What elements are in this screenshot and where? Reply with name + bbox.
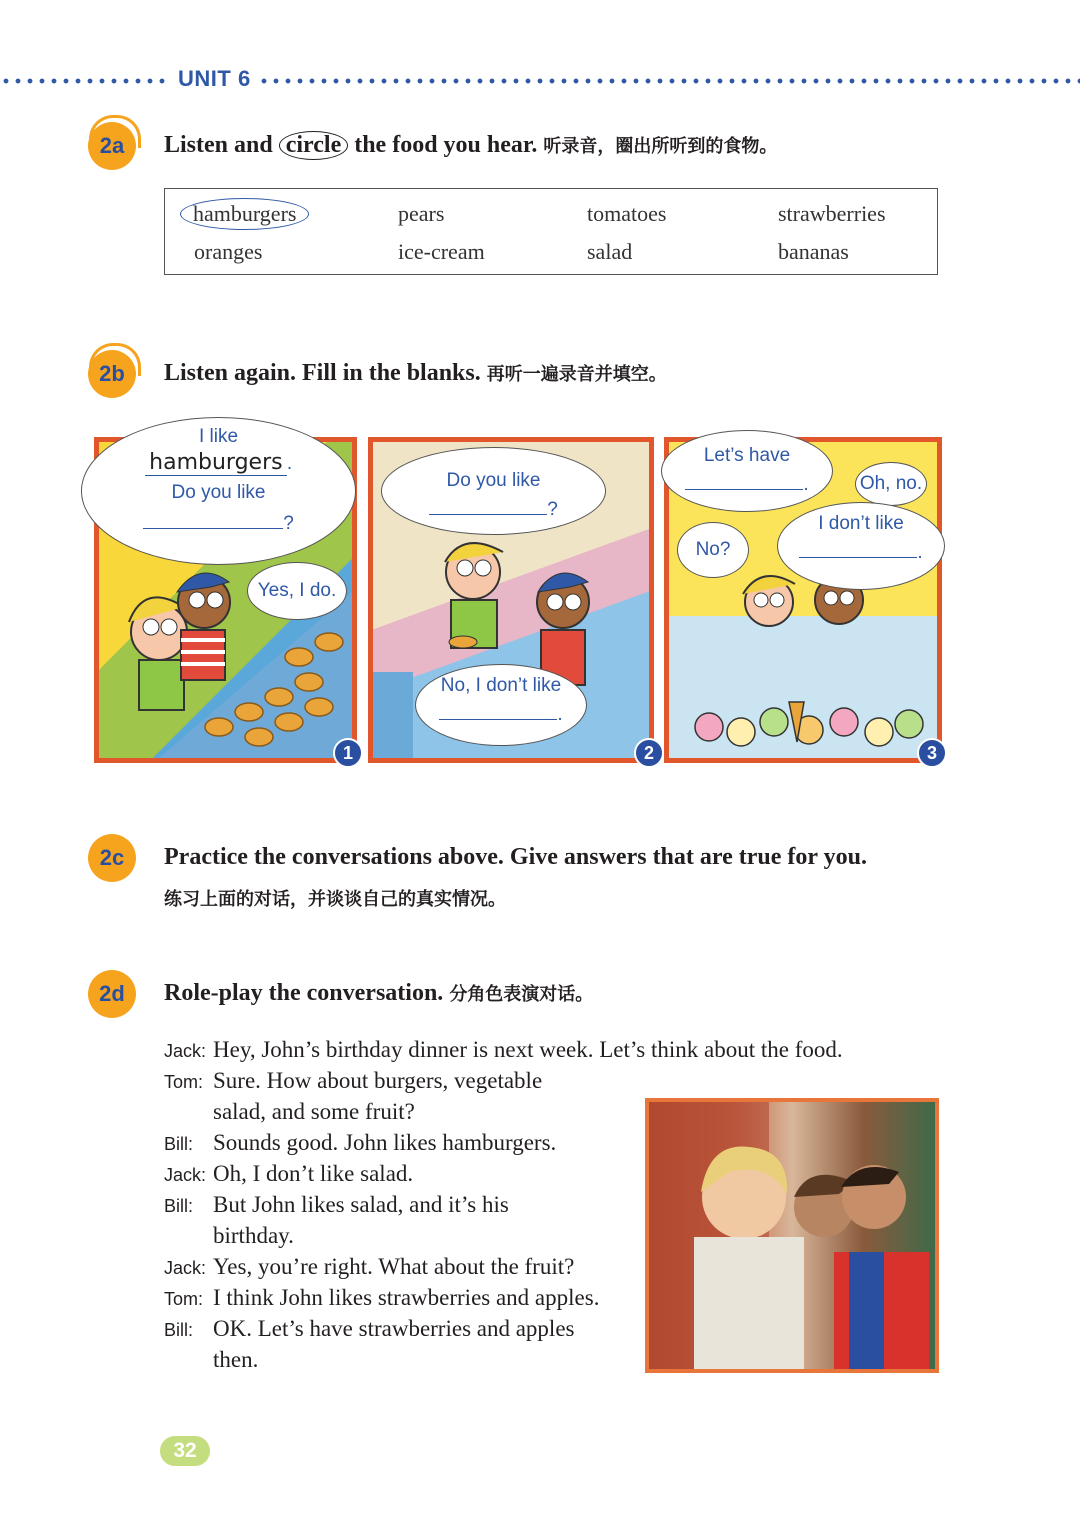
dialogue-line (164, 1285, 599, 1311)
heading-2a-post: the food you hear. (354, 132, 538, 158)
unit-label: UNIT 6 (178, 66, 251, 91)
heading-2d-cn: 分角色表演对话。 (449, 984, 594, 1004)
speech-bubble-2b (415, 664, 587, 746)
dialogue-continuation: salad, and some fruit? (213, 1099, 415, 1124)
section-2c-cn: 练习上面的对话，并谈谈自己的真实情况。 (164, 889, 506, 909)
dialogue-continuation: birthday. (213, 1223, 294, 1248)
food-word[interactable]: tomatoes (587, 201, 667, 226)
speaker: Bill: (164, 1134, 194, 1154)
speaker: Tom: (164, 1289, 204, 1309)
fill-in-blank[interactable] (143, 506, 283, 529)
badge-2b: 2b (88, 350, 136, 398)
bubble-2-q: ? (547, 499, 558, 520)
food-word[interactable]: pears (398, 201, 445, 226)
section-2d-heading (164, 980, 593, 1007)
dialogue-text: I think John likes strawberries and apples. (213, 1285, 600, 1310)
bubble-2-reply: No, I don’t like (440, 675, 562, 696)
speaker: Bill: (164, 1320, 194, 1340)
heading-2a-circle-word: circle (279, 131, 349, 160)
speech-bubble-no: No? (677, 522, 749, 578)
speech-bubble-ohno: Oh, no. (855, 462, 927, 506)
bubble-2-period: . (557, 704, 563, 725)
dialogue-text: But John likes salad, and it’s his (213, 1192, 509, 1217)
fill-in-blank[interactable] (429, 492, 547, 515)
badge-2d: 2d (88, 970, 136, 1018)
header-dots-left (0, 78, 168, 84)
food-word[interactable]: oranges (194, 239, 263, 264)
speech-bubble-2a (381, 447, 606, 535)
dialogue-text: OK. Let’s have strawberries and apples (213, 1316, 575, 1341)
dialogue-continuation: then. (213, 1347, 259, 1372)
boys-photo-illustration (649, 1102, 935, 1369)
heading-2b-cn: 再听一遍录音并填空。 (486, 364, 667, 384)
dialogue-line (164, 1037, 843, 1063)
heading-2a-pre: Listen and (164, 132, 273, 158)
dialogue-line (164, 1068, 542, 1094)
bubble-3-suggest: Let’s have (703, 445, 791, 466)
bubble-1-line2: Do you like (171, 482, 266, 503)
dialogue-text: Oh, I don’t like salad. (213, 1161, 414, 1186)
bubble-1-line1: I like (198, 426, 239, 447)
badge-2a: 2a (88, 122, 136, 170)
bubble-3-period: . (803, 474, 809, 495)
heading-2d-text: Role-play the conversation. (164, 980, 444, 1006)
panel-number-2: 2 (634, 738, 664, 768)
speaker: Jack: (164, 1041, 207, 1061)
dialogue-line (164, 1192, 509, 1218)
dialogue-text: Sure. How about burgers, vegetable (213, 1068, 543, 1093)
header-dots-right (258, 78, 1080, 84)
speaker: Jack: (164, 1258, 207, 1278)
fill-in-blank[interactable] (685, 467, 803, 490)
fill-in-blank[interactable] (439, 697, 557, 720)
bubble-3-dislike: I don’t like (818, 513, 904, 534)
boys-photo (645, 1098, 939, 1373)
panel-number-3: 3 (917, 738, 947, 768)
bubble-2-question: Do you like (446, 470, 541, 491)
panel-number-1: 1 (333, 738, 363, 768)
dialogue-line (164, 1316, 575, 1342)
heading-2a-cn: 听录音，圈出所听到的食物。 (543, 136, 778, 156)
speaker: Tom: (164, 1072, 204, 1092)
speaker: Bill: (164, 1196, 194, 1216)
food-word[interactable]: strawberries (778, 201, 886, 226)
heading-2b-text: Listen again. Fill in the blanks. (164, 360, 481, 386)
speech-bubble-yes: Yes, I do. (247, 562, 347, 620)
comic-panel-1 (94, 426, 357, 763)
comic-panel-2 (368, 437, 654, 763)
section-2c-heading: Practice the conversations above. Give answers that are true for you. (164, 844, 867, 870)
comic-panel-3 (664, 437, 942, 763)
speech-bubble-3a (661, 430, 833, 512)
page-number: 32 (160, 1436, 210, 1466)
food-word[interactable]: hamburgers (180, 198, 309, 230)
dialogue-line (164, 1254, 574, 1280)
speech-bubble-dislike (777, 502, 945, 590)
answer-hamburgers: hamburgers (145, 450, 287, 476)
food-word[interactable]: salad (587, 239, 633, 264)
dialogue-text: Yes, you’re right. What about the fruit? (213, 1254, 575, 1279)
bubble-1-q: ? (283, 513, 294, 534)
section-2b-heading (164, 360, 667, 387)
dialogue-text: Hey, John’s birthday dinner is next week. Let’s think about the food. (213, 1037, 843, 1062)
badge-2c: 2c (88, 834, 136, 882)
dialogue-line (164, 1161, 413, 1187)
speech-bubble-1: I like hamburgers . Do you like ? (81, 417, 356, 565)
food-word[interactable]: bananas (778, 239, 849, 264)
speaker: Jack: (164, 1165, 207, 1185)
dialogue-line (164, 1130, 556, 1156)
food-word[interactable]: ice-cream (398, 239, 485, 264)
section-2a-heading (164, 131, 777, 160)
bubble-3-period2: . (917, 542, 923, 563)
dialogue-text: Sounds good. John likes hamburgers. (213, 1130, 557, 1155)
fill-in-blank[interactable] (799, 535, 917, 558)
